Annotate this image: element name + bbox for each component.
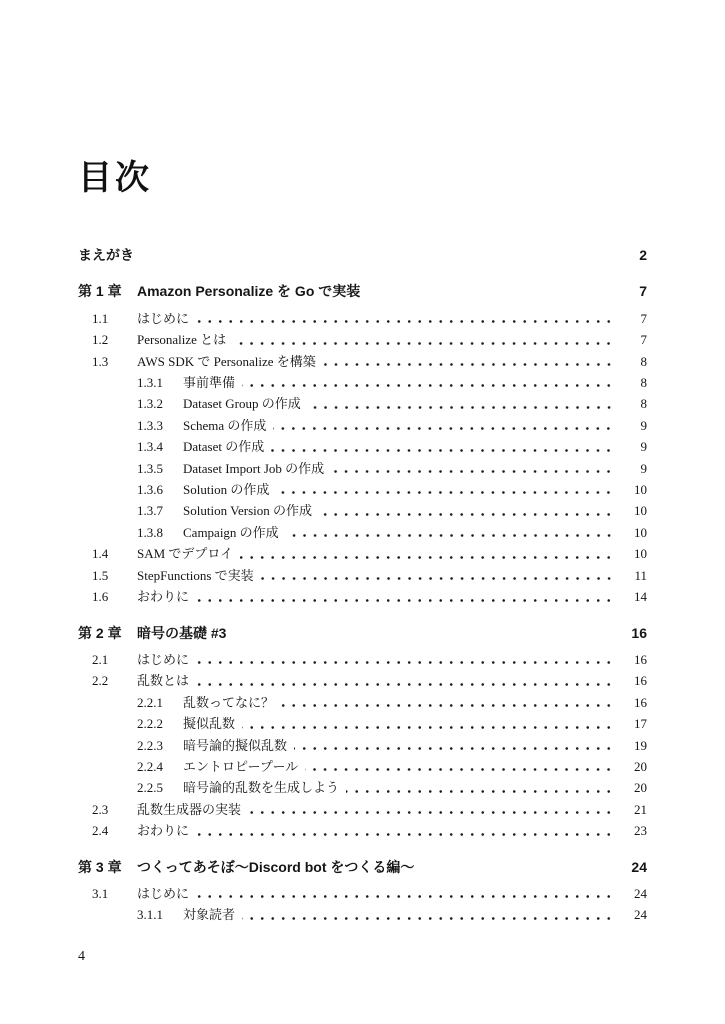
toc-entry-page: 10 [634, 482, 647, 498]
toc-row [78, 500, 647, 521]
dot-leader [233, 342, 614, 347]
toc-entry-page: 9 [640, 460, 647, 476]
toc-entry-page: 8 [640, 396, 647, 412]
toc-entry-page: 20 [634, 780, 647, 796]
dot-leader [196, 599, 614, 604]
toc-entry-number: 2.4 [92, 823, 109, 839]
toc-row [78, 522, 647, 543]
toc-entry-number: 2.2.5 [137, 780, 163, 796]
toc-entry-title: Dataset の作成 [183, 439, 265, 455]
dot-leader [305, 768, 614, 773]
toc-entry-page: 16 [634, 651, 647, 667]
toc-entry-page: 7 [640, 332, 647, 348]
toc-entry-page: 14 [634, 589, 647, 605]
toc-entry-number: 3.1 [92, 885, 109, 901]
folio-page-number: 4 [78, 949, 85, 964]
toc-entry-title: Solution Version の作成 [183, 503, 313, 519]
toc-entry-page: 17 [634, 716, 647, 732]
toc-row [78, 308, 647, 329]
toc-entry-title: Dataset Group の作成 [183, 396, 301, 412]
toc-entry-page: 24 [631, 858, 647, 875]
toc-entry-title: はじめに [137, 885, 190, 901]
toc-row [78, 565, 647, 586]
dot-leader [196, 895, 614, 900]
toc-entry-number: 2.3 [92, 801, 109, 817]
toc-entry-page: 24 [634, 907, 647, 923]
toc-entry-number: 2.2.2 [137, 716, 163, 732]
toc-entry-page: 19 [634, 737, 647, 753]
page-title: 目次 [78, 159, 152, 197]
toc-entry-number: 2.2.4 [137, 758, 163, 774]
toc-entry-title: 擬似乱数 [183, 716, 236, 732]
toc-row [78, 820, 647, 841]
toc-row [78, 436, 647, 457]
dot-leader [233, 635, 614, 640]
toc-entry-number: 1.3.3 [137, 417, 163, 433]
toc-row [78, 245, 647, 266]
toc-entry-title: はじめに [137, 310, 190, 326]
toc-entry-page: 16 [634, 673, 647, 689]
toc-row [78, 713, 647, 734]
toc-entry-page: 21 [634, 801, 647, 817]
toc-entry-title: StepFunctions で実装 [137, 567, 254, 583]
dot-leader [276, 491, 614, 496]
toc-row [78, 393, 647, 414]
toc-entry-page: 11 [634, 567, 647, 583]
toc-entry-title: Schema の作成 [183, 417, 267, 433]
toc-entry-title: 暗号論的擬似乱数 [183, 737, 288, 753]
toc-entry-title: SAM でデプロイ [137, 546, 234, 562]
toc-row [78, 543, 647, 564]
toc-row [78, 458, 647, 479]
toc-entry-title: エントロピープール [183, 758, 299, 774]
toc-list [78, 245, 647, 926]
dot-leader [240, 556, 614, 561]
dot-leader [196, 683, 614, 688]
toc-row [78, 904, 647, 925]
dot-leader [242, 726, 614, 731]
toc-entry-number: 1.3.1 [137, 375, 163, 391]
dot-leader [196, 833, 614, 838]
toc-entry-title: まえがき [78, 247, 134, 263]
toc-entry-title: 暗号論的乱数を生成しよう [183, 780, 340, 796]
toc-row [78, 735, 647, 756]
toc-entry-number: 1.3 [92, 353, 109, 369]
toc-entry-number: 2.2.1 [137, 694, 163, 710]
toc-entry-number: 1.3.8 [137, 524, 163, 540]
toc-entry-page: 24 [634, 885, 647, 901]
dot-leader [421, 869, 614, 874]
toc-entry-title: 暗号の基礎 #3 [137, 624, 227, 641]
toc-entry-number: 1.6 [92, 589, 109, 605]
toc-row [78, 777, 647, 798]
toc-entry-number: 1.3.4 [137, 439, 163, 455]
toc-entry-number: 1.3.2 [137, 396, 163, 412]
toc-entry-title: Dataset Import Job の作成 [183, 460, 325, 476]
dot-leader [141, 257, 614, 262]
toc-entry-title: おわりに [137, 823, 190, 839]
toc-entry-number: 1.3.6 [137, 482, 163, 498]
toc-entry-page: 20 [634, 758, 647, 774]
toc-entry-page: 9 [640, 439, 647, 455]
toc-row [78, 479, 647, 500]
dot-leader [196, 661, 614, 666]
toc-row [78, 692, 647, 713]
toc-entry-number: 3.1.1 [137, 907, 163, 923]
dot-leader [196, 320, 614, 325]
toc-row [78, 372, 647, 393]
dot-leader [323, 363, 614, 368]
toc-entry-number: 1.4 [92, 546, 109, 562]
toc-entry-number: 2.2 [92, 673, 109, 689]
toc-entry-title: Amazon Personalize を Go で実装 [137, 283, 361, 300]
toc-entry-title: 対象読者 [183, 907, 236, 923]
dot-leader [319, 513, 614, 518]
toc-row [78, 670, 647, 691]
toc-row [78, 756, 647, 777]
toc-entry-number: 第 3 章 [78, 858, 122, 875]
dot-leader [261, 577, 614, 582]
toc-entry-title: つくってあそぼ〜Discord bot をつくる編〜 [137, 858, 415, 875]
toc-entry-number: 1.1 [92, 310, 109, 326]
toc-entry-number: 1.3.7 [137, 503, 163, 519]
toc-row [78, 883, 647, 904]
toc-entry-page: 23 [634, 823, 647, 839]
toc-entry-title: Campaign の作成 [183, 524, 279, 540]
dot-leader [331, 470, 614, 475]
dot-leader [286, 534, 614, 539]
toc-row [78, 351, 647, 372]
toc-entry-page: 8 [640, 353, 647, 369]
toc-entry-page: 10 [634, 503, 647, 519]
dot-leader [273, 427, 614, 432]
toc-entry-title: AWS SDK で Personalize を構築 [137, 353, 316, 369]
dot-leader [271, 449, 614, 454]
toc-entry-title: Solution の作成 [183, 482, 270, 498]
toc-entry-page: 10 [634, 546, 647, 562]
dot-leader [281, 704, 614, 709]
toc-entry-number: 2.1 [92, 651, 109, 667]
dot-leader [308, 406, 614, 411]
toc-row [78, 799, 647, 820]
toc-row [78, 623, 647, 644]
toc-entry-page: 10 [634, 524, 647, 540]
toc-entry-page: 2 [639, 247, 647, 263]
toc-entry-title: 乱数生成器の実装 [137, 801, 242, 817]
toc-entry-number: 第 1 章 [78, 283, 122, 300]
toc-row [78, 586, 647, 607]
dot-leader [294, 747, 614, 752]
toc-entry-page: 7 [639, 283, 647, 300]
toc-entry-title: 乱数ってなに？ [183, 694, 275, 710]
toc-entry-number: 1.2 [92, 332, 109, 348]
toc-row [78, 649, 647, 670]
toc-entry-number: 1.3.5 [137, 460, 163, 476]
dot-leader [346, 790, 614, 795]
dot-leader [242, 917, 614, 922]
toc-entry-page: 7 [640, 310, 647, 326]
toc-entry-title: 乱数とは [137, 673, 190, 689]
toc-entry-number: 第 2 章 [78, 624, 122, 641]
toc-row [78, 857, 647, 878]
toc-row [78, 281, 647, 302]
toc-entry-title: Personalize とは [137, 332, 227, 348]
toc-entry-title: はじめに [137, 651, 190, 667]
dot-leader [248, 811, 614, 816]
toc-entry-number: 2.2.3 [137, 737, 163, 753]
toc-entry-page: 16 [634, 694, 647, 710]
toc-entry-page: 9 [640, 417, 647, 433]
toc-row [78, 329, 647, 350]
toc-entry-title: おわりに [137, 589, 190, 605]
toc-entry-title: 事前準備 [183, 375, 236, 391]
toc-entry-number: 1.5 [92, 567, 109, 583]
dot-leader [367, 294, 614, 299]
toc-entry-page: 8 [640, 375, 647, 391]
toc-row [78, 415, 647, 436]
dot-leader [242, 384, 614, 389]
toc-entry-page: 16 [631, 624, 647, 641]
